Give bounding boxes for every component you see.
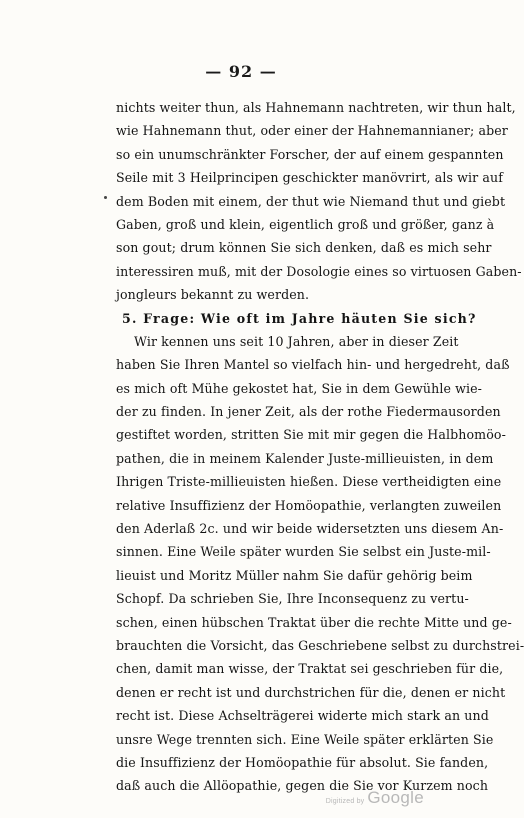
paragraph-line: haben Sie Ihren Mantel so vielfach hin- und hergedreht, daß: [116, 357, 510, 373]
text-line: interessiren muß, mit der Dosologie eines so virtuosen Gaben-: [116, 263, 522, 279]
text-line: son gout; drum können Sie sich denken, daß es mich sehr: [116, 240, 492, 256]
text-line: dem Boden mit einem, der thut wie Niemand thut und giebt: [116, 193, 506, 209]
paragraph-line: lieuist und Moritz Müller nahm Sie dafür gehörig beim: [116, 567, 473, 583]
question-heading: 5. Frage: Wie oft im Jahre häuten Sie sich?: [122, 310, 477, 326]
paragraph-line: relative Insuffizienz der Homöopathie, verlangten zuweilen: [116, 497, 502, 513]
digitization-watermark: [326, 788, 424, 808]
paragraph-line: gestiftet worden, stritten Sie mit mir gegen die Halbhomöo-: [116, 427, 506, 443]
text-line: jongleurs bekannt zu werden.: [116, 287, 310, 303]
text-line: Seile mit 3 Heilprincipen geschickter manövrirt, als wir auf: [116, 170, 503, 186]
paragraph-line: chen, damit man wisse, der Traktat sei geschrieben für die,: [116, 661, 504, 677]
paragraph-line: schen, einen hübschen Traktat über die rechte Mitte und ge-: [116, 614, 512, 630]
paragraph-line: brauchten die Vorsicht, das Geschriebene selbst zu durchstrei-: [116, 637, 524, 653]
paragraph-line: den Aderlaß 2c. und wir beide widersetzten uns diesem An-: [116, 521, 504, 537]
body-text: [116, 96, 524, 798]
text-line: nichts weiter thun, als Hahnemann nachtreten, wir thun halt,: [116, 100, 516, 115]
page-number: — 92 —: [205, 62, 277, 81]
paragraph-line: Ihrigen Triste-millieuisten hießen. Diese vertheidigten eine: [116, 474, 502, 490]
watermark-brand: Google: [367, 788, 424, 807]
paragraph-line: der zu finden. In jener Zeit, als der rothe Fiedermausorden: [116, 404, 501, 420]
paragraph-line: die Insuffizienz der Homöopathie für absolut. Sie fanden,: [116, 754, 489, 770]
paragraph-line: sinnen. Eine Weile später wurden Sie selbst ein Juste-mil-: [116, 544, 491, 560]
paragraph-line: unsre Wege trennten sich. Eine Weile später erklärten Sie: [116, 731, 494, 747]
paragraph-line: pathen, die in meinem Kalender Juste-millieuisten, in dem: [116, 450, 494, 466]
paragraph-line: denen er recht ist und durchstrichen für die, denen er nicht: [116, 684, 506, 700]
margin-mark: [104, 196, 107, 199]
paragraph-line: es mich oft Mühe gekostet hat, Sie in dem Gewühle wie-: [116, 380, 483, 396]
text-line: Gaben, groß und klein, eigentlich groß und größer, ganz à: [116, 216, 495, 232]
watermark-prefix: Digitized by: [325, 798, 365, 805]
paragraph-line: recht ist. Diese Achselträgerei widerte mich stark an und: [116, 708, 489, 724]
paragraph-line: daß auch die Allöopathie, gegen die Sie vor Kurzem noch: [116, 778, 489, 794]
text-line: so ein unumschränkter Forscher, der auf einem gespannten: [116, 146, 504, 162]
text-line: wie Hahnemann thut, oder einer der Hahnemannianer; aber: [116, 123, 508, 139]
paragraph-line: Schopf. Da schrieben Sie, Ihre Inconsequenz zu vertu-: [116, 591, 469, 607]
paragraph-line: Wir kennen uns seit 10 Jahren, aber in dieser Zeit: [134, 333, 459, 349]
